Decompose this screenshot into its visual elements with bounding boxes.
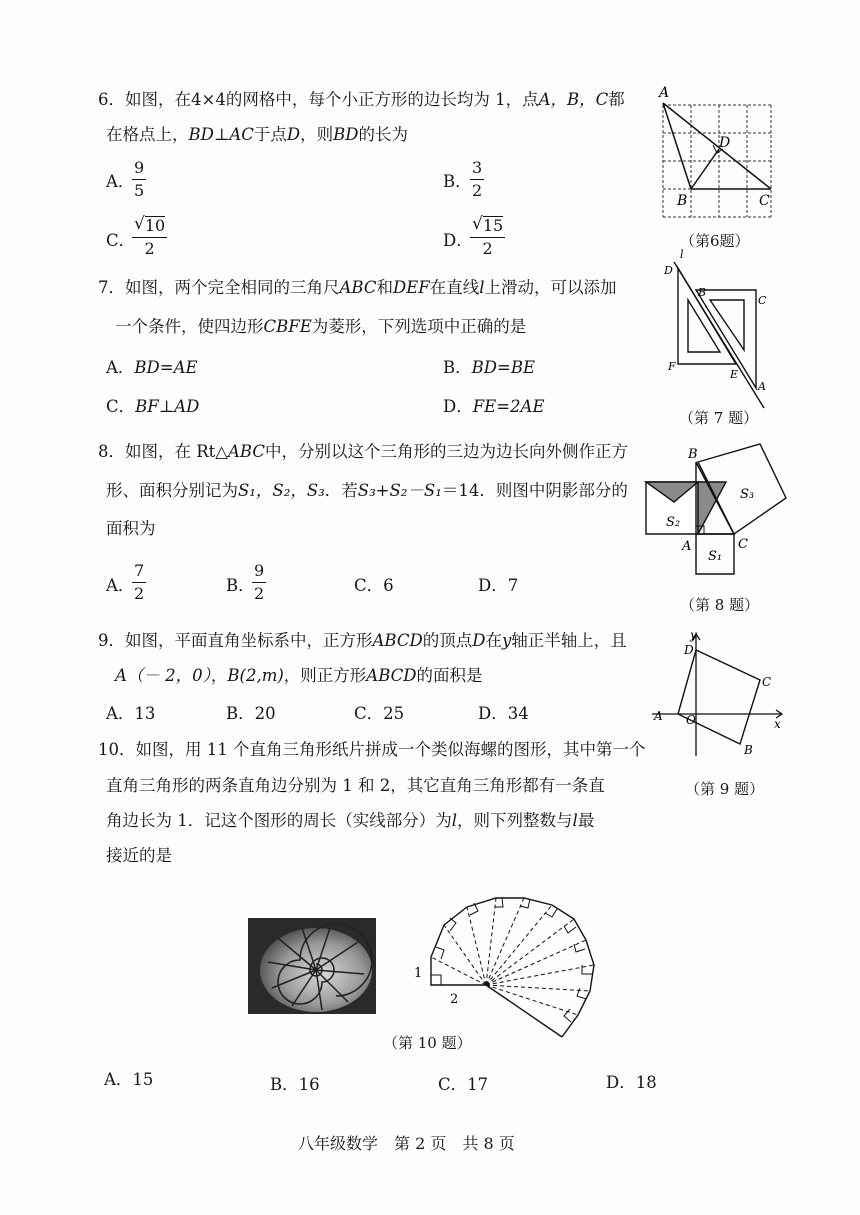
q6-option-a-label[interactable]: A． — [106, 172, 135, 191]
q6-option-d-fraction: √ 15 2 — [472, 214, 504, 258]
q10-caption: （第 10 题） — [383, 1034, 472, 1052]
q6-label-c: C — [759, 193, 770, 209]
q8-option-a-label[interactable]: A． — [106, 576, 135, 595]
q10-option-a[interactable]: A．15 — [104, 1070, 154, 1089]
q6-figure — [655, 85, 775, 225]
q7-caption: （第 7 题） — [679, 409, 759, 427]
q9-label-c: C — [762, 675, 772, 689]
q10-spiral-figure — [404, 895, 624, 1045]
q6-option-d-label[interactable]: D． — [443, 231, 473, 250]
q9-option-d[interactable]: D．34 — [478, 704, 529, 723]
q10-label-1: 1 — [414, 966, 423, 981]
q10-label-2: 2 — [450, 992, 459, 1007]
q6-line2: 在格点上，BD⊥AC于点D，则BD的长为 — [106, 125, 409, 144]
q6-option-b-label[interactable]: B． — [443, 172, 472, 191]
q9-line2: A（－ 2，0），B(2,m)，则正方形ABCD的面积是 — [115, 666, 483, 685]
q7-option-d[interactable]: D．FE=2AE — [443, 397, 545, 416]
q8-caption: （第 8 题） — [680, 596, 760, 614]
q8-line3: 面积为 — [106, 519, 156, 538]
q6-triangle — [663, 103, 771, 189]
q10-line1: 10．如图，用 11 个直角三角形纸片拼成一个类似海螺的图形，其中第一个 — [98, 740, 646, 759]
q9-caption: （第 9 题） — [685, 780, 765, 798]
q8-figure — [640, 440, 790, 590]
q8-option-a-fraction: $\frac{7}{2}$ — [134, 561, 145, 603]
q6-line1: 6．如图，在4×4的网格中，每个小正方形的边长均为 1，点A，B，C都 — [98, 90, 625, 109]
q8-option-b-fraction: $\frac{9}{2}$ — [254, 561, 265, 603]
q9-label-x: x — [774, 717, 781, 731]
q6-option-c-label[interactable]: C． — [106, 231, 136, 250]
q9-option-a[interactable]: A．13 — [106, 704, 156, 723]
q6-option-a-fraction: $\frac{9}{5}$ — [134, 158, 145, 200]
q9-option-c[interactable]: C．25 — [354, 704, 405, 723]
q6-label-a: A — [659, 85, 670, 101]
q8-label-c: C — [738, 537, 748, 552]
q10-option-d[interactable]: D．18 — [606, 1073, 657, 1092]
q9-square — [678, 650, 760, 744]
q6-option-b-fraction: $\frac{3}{2}$ — [472, 158, 483, 200]
q6-label-d: D — [719, 135, 731, 151]
q10-outer-outline — [431, 898, 594, 1037]
q7-label-f: F — [668, 360, 676, 373]
q9-figure — [648, 628, 788, 758]
q9-label-d: D — [684, 643, 694, 657]
q7-set-squares — [674, 262, 764, 408]
q10-line2: 直角三角形的两条直角边分别为 1 和 2，其它直角三角形都有一条直 — [106, 776, 605, 795]
q10-option-c[interactable]: C．17 — [438, 1075, 489, 1094]
q8-label-s3: S₃ — [740, 487, 755, 502]
q7-label-a: A — [758, 380, 766, 393]
q7-option-b[interactable]: B．BD=BE — [443, 358, 535, 377]
q8-option-d[interactable]: D．7 — [478, 576, 519, 595]
q7-line2: 一个条件，使四边形CBFE为菱形，下列选项中正确的是 — [115, 317, 527, 336]
q10-line4: 接近的是 — [106, 846, 172, 865]
q7-line1: 7．如图，两个完全相同的三角尺ABC和DEF在直线l上滑动，可以添加 — [98, 278, 617, 297]
q9-line1: 9．如图，平面直角坐标系中，正方形ABCD的顶点D在y轴正半轴上，且 — [98, 631, 627, 650]
q7-label-e: E — [730, 368, 739, 381]
q10-option-b[interactable]: B．16 — [270, 1075, 320, 1094]
q9-label-a: A — [654, 709, 663, 723]
q8-label-s1: S₁ — [708, 549, 723, 564]
q7-option-a[interactable]: A．BD=AE — [106, 358, 198, 377]
q9-option-b[interactable]: B．20 — [226, 704, 276, 723]
q8-label-a: A — [682, 539, 692, 554]
q6-label-b: B — [677, 193, 688, 209]
q9-label-b: B — [744, 743, 753, 757]
q7-figure — [660, 250, 775, 410]
q8-option-b-label[interactable]: B． — [226, 576, 255, 595]
q7-option-c[interactable]: C．BF⊥AD — [106, 397, 200, 416]
q9-axes — [652, 634, 782, 756]
q7-label-d: D — [664, 264, 673, 277]
q7-label-c: C — [758, 294, 767, 307]
q8-line1: 8．如图，在 Rt△ABC中，分别以这个三角形的三边为边长向外侧作正方 — [98, 442, 628, 461]
q6-caption: （第6题） — [680, 232, 750, 250]
q7-label-b: B — [698, 286, 707, 299]
q8-option-c[interactable]: C．6 — [354, 576, 394, 595]
q6-option-c-fraction: √ 10 2 — [134, 214, 166, 258]
page-footer: 八年级数学 第 2 页 共 8 页 — [298, 1134, 515, 1153]
q10-line3: 角边长为 1．记这个图形的周长（实线部分）为l，则下列整数与l最 — [106, 811, 595, 830]
q7-label-l: l — [680, 248, 684, 261]
q8-label-b: B — [688, 447, 698, 462]
q8-label-s2: S₂ — [666, 515, 681, 530]
q9-label-o: O — [686, 713, 696, 727]
nautilus-shell-photo — [248, 918, 376, 1014]
q9-label-y: y — [690, 628, 697, 642]
q8-line2: 形、面积分别记为S₁，S₂，S₃．若S₃+S₂－S₁＝14．则图中阴影部分的 — [106, 481, 628, 500]
